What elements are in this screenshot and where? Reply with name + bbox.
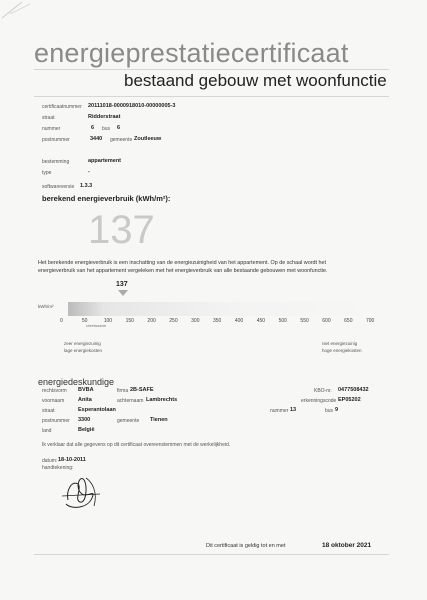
expert-heading: energiedeskundige — [38, 377, 115, 387]
scale-marker-label: 137 — [116, 281, 128, 288]
footer-divider — [34, 554, 389, 555]
rechtsvorm-value: BVBA — [78, 387, 94, 393]
scale-tick-label: 450 — [256, 318, 266, 324]
accreditation-label: erkenningscode — [301, 398, 337, 404]
scale-tick-label: 0 — [60, 318, 63, 324]
scale-marker-icon — [118, 290, 128, 296]
bus-value: 6 — [117, 125, 121, 131]
scale-tick-label: 700 — [366, 318, 375, 324]
expert-street-value: Esperantolaan — [78, 407, 116, 413]
energy-explanation — [38, 259, 383, 275]
subtitle-divider — [34, 96, 389, 97]
street-value: Ridderstraat — [88, 114, 121, 120]
cert-number-value: 20111018-0000918010-00000005-3 — [88, 103, 176, 109]
firma-value: 2B-SAFE — [130, 387, 154, 393]
software-label: softwareversie — [42, 184, 75, 190]
firstname-value: Anita — [78, 397, 92, 403]
postcode-value: 3440 — [90, 136, 103, 142]
municipality-value: Zoutleeuw — [134, 136, 162, 142]
expert-postcode-value: 3300 — [78, 417, 91, 423]
type-value: - — [88, 169, 90, 175]
expert-bus-value: 9 — [335, 407, 339, 413]
energy-heading: berekend energieverbruik (kWh/m²): — [42, 194, 171, 203]
lastname-value: Lambrechts — [146, 397, 178, 403]
usage-value: appartement — [88, 158, 122, 164]
expert-number-value: 13 — [290, 407, 297, 413]
header-divider — [34, 69, 389, 70]
scale-tick-label: 100 — [103, 318, 113, 324]
kbo-label: KBO-nr. — [314, 388, 332, 394]
usage-label: bestemming — [42, 159, 70, 165]
validity-text: Dit certificaat is geldig tot en met — [206, 543, 286, 549]
lastname-label: achternaam — [117, 398, 144, 404]
expert-municipality-value: Tienen — [150, 417, 168, 423]
accreditation-value: EP05202 — [338, 397, 361, 403]
date-label: datum: — [42, 458, 58, 464]
energy-scale-bar — [68, 302, 368, 316]
number-value: 6 — [91, 125, 95, 131]
expert-municipality-label: gemeente — [117, 418, 140, 424]
expert-number-label: nummer — [270, 408, 289, 414]
explanation-line-2: energieverbruik van het appartement vergeleken met het energieverbruik van alle bestaande gebouwen met woonfunctie. — [38, 268, 328, 274]
document-title: energieprestatiecertificaat — [34, 38, 349, 68]
declaration-text: Ik verklaar dat alle gegevens op dit certificaat overeenstemmen met de werkelijkheid. — [42, 442, 231, 448]
validity-date: 18 oktober 2021 — [322, 542, 372, 549]
scale-tick-label: 600 — [322, 318, 331, 324]
software-value: 1.3.3 — [80, 183, 93, 189]
kbo-value: 0477508432 — [338, 387, 369, 393]
scale-high-label-1: niet energiezuinig — [322, 341, 358, 346]
rechtsvorm-label: rechtsvorm — [42, 388, 67, 394]
expert-bus-label: bus — [325, 408, 334, 414]
scale-low-label-2: lage energiekosten — [64, 348, 103, 353]
scale-small-label: streefwaarde — [86, 324, 107, 328]
scale-tick-label: 200 — [147, 318, 156, 324]
type-label: type — [42, 170, 52, 176]
cert-number-label: certificaatnummer — [42, 104, 82, 110]
street-label: straat — [42, 115, 55, 121]
expert-street-label: straat — [42, 408, 55, 414]
scale-tick-label: 300 — [191, 318, 200, 324]
scale-tick-label: 50 — [81, 318, 88, 324]
number-label: nummer — [42, 126, 61, 132]
scale-tick-label: 250 — [169, 318, 178, 324]
bus-label: bus — [102, 126, 111, 132]
municipality-label: gemeente — [110, 137, 133, 143]
country-label: land — [42, 428, 52, 434]
firstname-label: voornaam — [42, 398, 65, 404]
explanation-line-1: Het berekende energieverbruik is een inschatting van de energiezuinigheid van het appartement. Op de schaal wordt het — [38, 260, 326, 266]
scale-tick-label: 650 — [344, 318, 353, 324]
scale-tick-label: 150 — [125, 318, 134, 324]
scale-tick-label: 400 — [234, 318, 244, 324]
date-value: 18-10-2011 — [58, 457, 86, 463]
energy-value: 137 — [88, 208, 155, 252]
corner-mark-icon — [0, 0, 40, 20]
postcode-label: postnummer — [42, 137, 70, 143]
signature-image — [58, 470, 108, 515]
scale-tick-label: 350 — [213, 318, 222, 324]
scale-low-label-1: zeer energiezuinig — [64, 341, 101, 346]
document-subtitle: bestaand gebouw met woonfunctie — [124, 71, 387, 90]
country-value: België — [78, 427, 95, 433]
scale-tick-label: 550 — [300, 318, 309, 324]
signature-label: handtekening: — [42, 465, 74, 471]
scale-tick-label: 500 — [278, 318, 287, 324]
firma-label: firma — [117, 388, 129, 394]
scale-unit-label: kWh/m² — [38, 304, 54, 309]
expert-postcode-label: postnummer — [42, 418, 70, 424]
scale-high-label-2: hoge energiekosten — [322, 348, 362, 353]
